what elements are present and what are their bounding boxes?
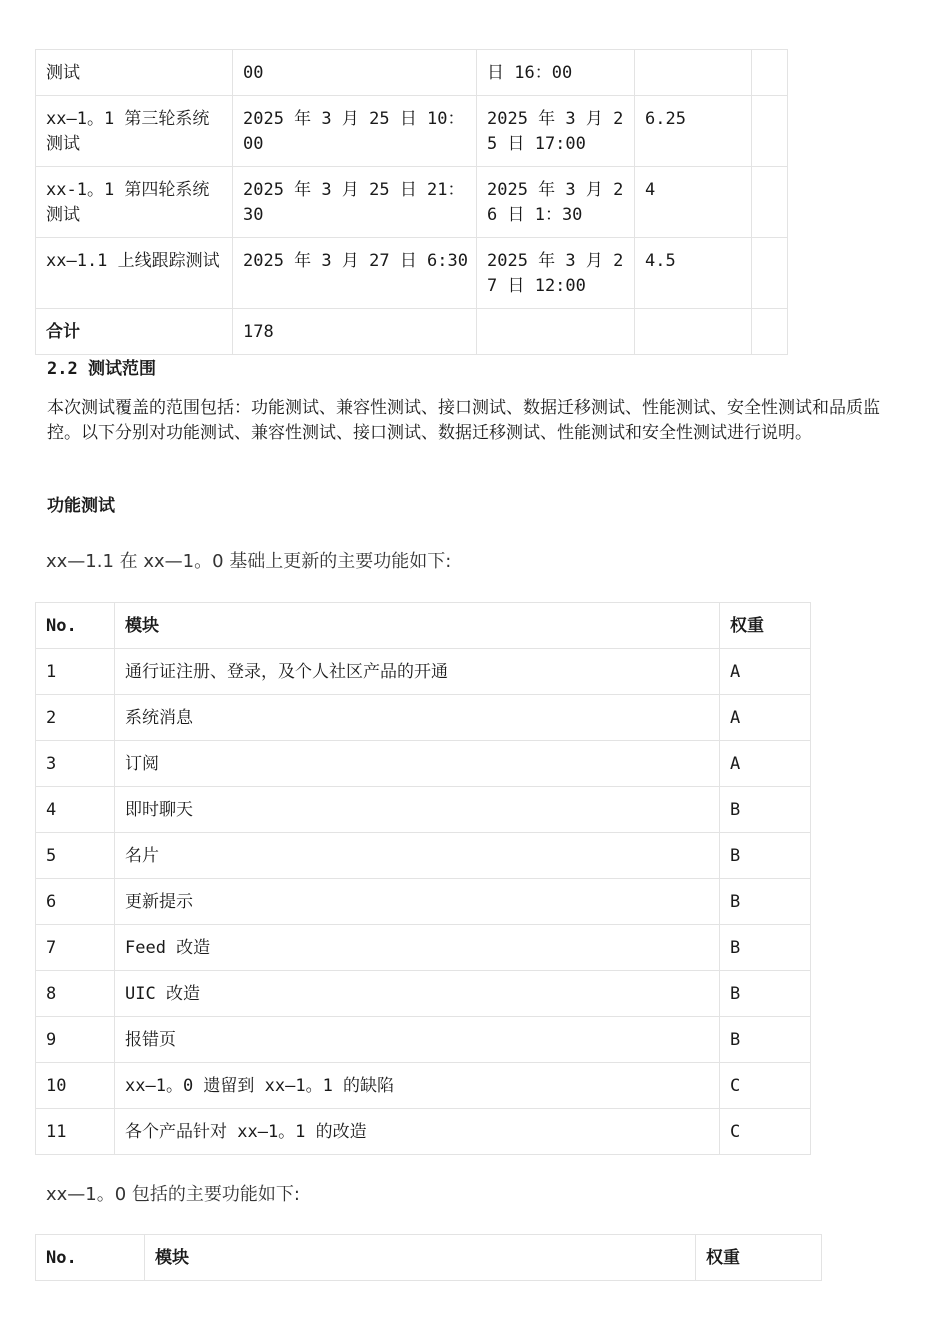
table-cell: 5 bbox=[36, 833, 115, 879]
table-cell: 2025 年 3 月 25 日 21：30 bbox=[233, 167, 477, 238]
scope-paragraph: 本次测试覆盖的范围包括：功能测试、兼容性测试、接口测试、数据迁移测试、性能测试、安全性测试和品质监控。以下分别对功能测试、兼容性测试、接口测试、数据迁移测试、性能测试和安全性测试进行说明。 bbox=[47, 398, 880, 443]
table-row bbox=[36, 1017, 811, 1063]
table-cell: B bbox=[720, 879, 811, 925]
table-cell: xx-1。1 第四轮系统测试 bbox=[36, 167, 233, 238]
table-row bbox=[36, 741, 811, 787]
functional-heading: 功能测试 bbox=[47, 496, 115, 516]
column-header: No. bbox=[36, 1235, 145, 1281]
table-cell: 4.5 bbox=[635, 238, 752, 309]
table-cell: 00 bbox=[233, 50, 477, 96]
table-cell bbox=[752, 238, 788, 309]
table-header-row bbox=[36, 603, 811, 649]
table-cell: 3 bbox=[36, 741, 115, 787]
table-cell: 日 16：00 bbox=[477, 50, 635, 96]
table-cell: 4 bbox=[635, 167, 752, 238]
table-cell: A bbox=[720, 649, 811, 695]
table-cell: 订阅 bbox=[115, 741, 720, 787]
table-cell: 各个产品针对 xx—1。1 的改造 bbox=[115, 1109, 720, 1155]
table-cell: 即时聊天 bbox=[115, 787, 720, 833]
table-header-row bbox=[36, 1235, 822, 1281]
column-header: 模块 bbox=[115, 603, 720, 649]
schedule-table bbox=[35, 49, 788, 355]
table-row bbox=[36, 167, 788, 238]
table-cell: 2025 年 3 月 26 日 1：30 bbox=[477, 167, 635, 238]
table-row bbox=[36, 96, 788, 167]
table-row bbox=[36, 879, 811, 925]
table-cell: 2025 年 3 月 27 日 6:30 bbox=[233, 238, 477, 309]
column-header: 权重 bbox=[720, 603, 811, 649]
table-cell bbox=[635, 50, 752, 96]
v11-intro: xx—1.1 在 xx—1。0 基础上更新的主要功能如下: bbox=[46, 551, 452, 572]
v10-feature-table bbox=[35, 1234, 822, 1281]
table-cell: 名片 bbox=[115, 833, 720, 879]
table-cell: 合计 bbox=[36, 309, 233, 355]
table-cell: 6.25 bbox=[635, 96, 752, 167]
table-cell: 1 bbox=[36, 649, 115, 695]
table-cell: A bbox=[720, 695, 811, 741]
table-cell: xx—1。1 第三轮系统测试 bbox=[36, 96, 233, 167]
table-cell: 系统消息 bbox=[115, 695, 720, 741]
table-cell: 2025 年 3 月 27 日 12:00 bbox=[477, 238, 635, 309]
table-cell: B bbox=[720, 787, 811, 833]
table-cell: 更新提示 bbox=[115, 879, 720, 925]
table-cell: 测试 bbox=[36, 50, 233, 96]
column-header: No. bbox=[36, 603, 115, 649]
table-row bbox=[36, 1063, 811, 1109]
table-row bbox=[36, 833, 811, 879]
table-cell: B bbox=[720, 1017, 811, 1063]
table-cell: 9 bbox=[36, 1017, 115, 1063]
table-row bbox=[36, 238, 788, 309]
table-cell: xx—1.1 上线跟踪测试 bbox=[36, 238, 233, 309]
column-header: 模块 bbox=[145, 1235, 696, 1281]
table-cell: C bbox=[720, 1109, 811, 1155]
table-cell bbox=[752, 50, 788, 96]
table-row bbox=[36, 309, 788, 355]
table-cell: 11 bbox=[36, 1109, 115, 1155]
table-cell: Feed 改造 bbox=[115, 925, 720, 971]
table-cell: B bbox=[720, 833, 811, 879]
v10-intro: xx—1。0 包括的主要功能如下: bbox=[46, 1184, 300, 1205]
table-cell: 10 bbox=[36, 1063, 115, 1109]
column-header: 权重 bbox=[696, 1235, 822, 1281]
table-cell: UIC 改造 bbox=[115, 971, 720, 1017]
table-cell bbox=[752, 96, 788, 167]
table-row bbox=[36, 925, 811, 971]
table-cell: 2025 年 3 月 25 日 10：00 bbox=[233, 96, 477, 167]
table-cell: A bbox=[720, 741, 811, 787]
table-cell bbox=[635, 309, 752, 355]
table-cell: 178 bbox=[233, 309, 477, 355]
table-cell: 2025 年 3 月 25 日 17:00 bbox=[477, 96, 635, 167]
section-heading: 2.2 测试范围 bbox=[47, 359, 156, 379]
table-cell: 报错页 bbox=[115, 1017, 720, 1063]
table-cell: C bbox=[720, 1063, 811, 1109]
table-cell bbox=[477, 309, 635, 355]
table-cell: 4 bbox=[36, 787, 115, 833]
table-cell: 通行证注册、登录，及个人社区产品的开通 bbox=[115, 649, 720, 695]
table-row bbox=[36, 1109, 811, 1155]
table-cell: 8 bbox=[36, 971, 115, 1017]
table-cell bbox=[752, 167, 788, 238]
table-cell: 7 bbox=[36, 925, 115, 971]
table-cell: 6 bbox=[36, 879, 115, 925]
table-cell: xx—1。0 遗留到 xx—1。1 的缺陷 bbox=[115, 1063, 720, 1109]
table-row bbox=[36, 695, 811, 741]
v11-feature-table bbox=[35, 602, 811, 1155]
table-cell: 2 bbox=[36, 695, 115, 741]
table-row bbox=[36, 50, 788, 96]
table-cell: B bbox=[720, 971, 811, 1017]
table-row bbox=[36, 971, 811, 1017]
table-row bbox=[36, 649, 811, 695]
table-cell bbox=[752, 309, 788, 355]
table-row bbox=[36, 787, 811, 833]
table-cell: B bbox=[720, 925, 811, 971]
